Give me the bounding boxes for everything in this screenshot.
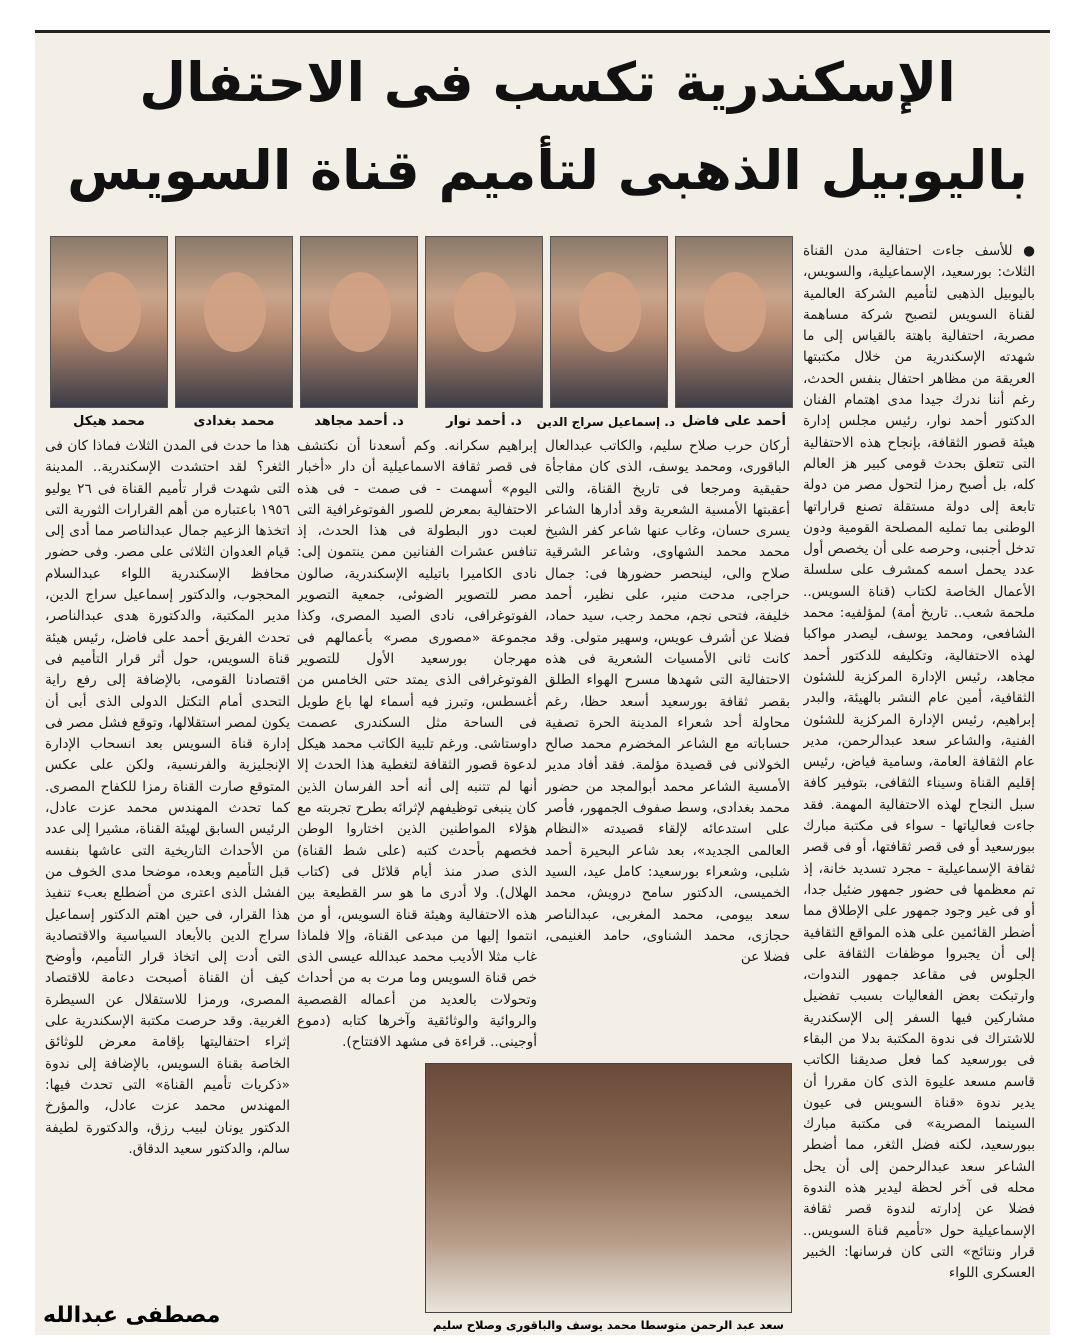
headline-line-1: الإسكندرية تكسب فى الاحتفال [139, 51, 956, 114]
portrait-photo [425, 236, 543, 408]
seminar-photo [425, 1063, 792, 1313]
portrait-photo [550, 236, 668, 408]
photo-caption: د. إسماعيل سراج الدين [536, 415, 675, 429]
seminar-photo-caption: سعد عبد الرحمن متوسطا محمد يوسف والباقورى وصلاح سليم [433, 1318, 784, 1332]
article-column-1: أركان حرب صلاح سليم، والكاتب عبدالعال الباقورى، ومحمد يوسف، الذى كان مفاجأة حقيقية ومرجعا فى تاريخ القناة، والتى أعقبتها الأمسية الشعرية وقد أدارها الشاعر يسرى حسان، وغاب عنها شاعر كفر الشيخ محمد محمد الشهاوى، وشاعر الشرقية صلاح والى، لينحصر حضورها فى: جمال حراجى، مدحت منير، على نظير، أحمد خليفة، فتحى نجم، محمد رجب، سيد حماد، فضلا عن أشرف عويس، وسهير متولى. وقد كانت ثانى الأمسيات الشعرية فى هذه الاحتفالية التى شهدها مسرح الهواء الطلق بقصر ثقافة بورسعيد أسعد حظا، رغم محاولة أحد شعراء المدينة الحرة تصفية حساباته مع الشاعر المخضرم محمد صالح الخولانى فى قصيدة مؤلمة. فقد أفاد مدير الأمسية الشاعر محمد أبوالمجد من حضور محمد بغدادى، وسط صفوف الجمهور، فأصر على استدعائه لإلقاء قصيدته «النظام العالمى الجديد»، بعد شاعر البحيرة أحمد شلبى، وشعراء بورسعيد: كامل عيد، السيد الخميسى، الدكتور سامح درويش، محمد سعد بيومى، محمد المغربى، عبدالناصر حجازى، محمد الشناوى، حامد الغنيمى، فضلا عن [545, 438, 790, 966]
article-column-2-text: إبراهيم سكرانه. وكم أسعدنا أن نكتشف فى قصر ثقافة الاسماعيلية أن دار «أخبار اليوم» أسهمت - فى صمت - فى هذه الاحتفالية بمعرض للصور الفوتوغرافية التى لعبت دور البطولة فى هذا الحدث، إذ تنافس عشرات الفنانين ممن ينتمون إلى: نادى الكاميرا باتيليه الإسكندرية، صالون مصر للتصوير الضوئى، جمعية التصوير الفوتوغرافى، نادى الصيد المصرى، وكذا مجموعة «مصورى مصر» بأعمالهم فى مهرجان بورسعيد الأول للتصوير الفوتوغرافى الذى يمتد حتى الخامس من أغسطس، وتبرز فيه أسماء لها باع طويل فى الساحة مثل السكندرى عصمت داوستاشى. ورغم تلبية الكاتب محمد هيكل لدعوة قصور الثقافة لتغطية هذا الحدث إلا أنها لم تتنبه إلى أنه أحد الفرسان الذين كان ينبغى توظيفهم لإثرائه بطرح تجربته مع هؤلاء المواطنين الذين اختاروا الوطن فخصهم بأحدث كتبه (على شط القناة) الذى صدر منذ أيام قلائل فى (كتاب الهلال). ولا أدرى ما هو سر القطيعة بين هذه الاحتفالية وهيئة قناة السويس، أو من انتموا إليها من مبدعى القناة، وإلا فلماذا غاب مثلا الأديب محمد عبدالله عيسى الذى خص قناة السويس وما مرت به من أحداث وتحولات بالعديد من أعماله القصصية والروائية والوثائقية وآخرها كتابه (دموع أوجينى.. قراءة فى مشهد الافتتاح). [297, 438, 537, 1051]
photo-caption: د. أحمد نوار [446, 414, 522, 429]
newspaper-clipping [35, 30, 1050, 1335]
article-column-right: ● للأسف جاءت احتفالية مدن القناة الثلاث: بورسعيد، الإسماعيلية، والسويس، باليوبيل الذهبى لتأميم الشركة العالمية لقناة السويس لتصبح شركة مساهمة مصرية، احتفالية باهتة بالقياس إلى ما شهدته الإسكندرية من خلال مكتبتها العريقة من مظاهر احتفال بنفس الحدث، رغم أننا ندرك جيدا مدى اهتمام الفنان الدكتور أحمد نوار، رئيس مجلس إدارة هيئة قصور الثقافة، بإنجاح هذه الاحتفالية التى تتعلق بحدث قومى كبير هز العالم كله، بل أصبح رمزا لتحول مصر من دولة تابعة إلى دولة مستقلة تصنع قراراتها الوطنى بما تمليه المصلحة القومية ودون تدخل أجنبى، وحرصه على أن يخصص أول عدد يحمل اسمه كمشرف على سلسلة الأعمال الخاصة لكتاب (قناة السويس.. ملحمة شعب.. تاريخ أمة) لمؤلفيه: محمد الشافعى، ومحمد يوسف، ليصدر مواكبا لهذه الاحتفالية، وتكليفه للدكتور أحمد مجاهد، رئيس الإدارة المركزية للشئون الثقافية، أمين عام النشر بالهيئة، والبدر إبراهيم، رئيس الإدارة المركزية للشئون الفنية، والشاعر سعد عبدالرحمن، مدير عام الثقافة العامة، وسامية فياض، رئيس إقليم القناة وسيناء الثقافى، بتوفير كافة سبل النجاح لهذه الاحتفالية المهمة. فقد جاءت فعالياتها - سواء فى مكتبة مبارك ببورسعيد أو فى قصر ثقافتها، أو فى قصر ثقافة الإسماعيلية - مجرد تسديد خانة، إذ تم معظمها فى حضور جمهور ضئيل جدا، أو فى غير وجود جمهور على الإطلاق مما أضطر القائمين على هذه المواقع الثقافية إلى أن يجبروا موظفات الثقافة على الجلوس فى مقاعد جمهور الندوات، وارتبكت بعض الفعاليات بسبب تفضيل مشاركين فيها السفر إلى الإسكندرية للاشتراك فى ندوة المكتبة بدلا من البقاء فى بورسعيد كما فعل صديقنا الكاتب قاسم مسعد عليوة الذى كان مقررا أن يدير ندوة «قناة السويس فى عيون السينما المصرية» فى مكتبة مبارك ببورسعيد، لكنه فضل الثغر، مما أضطر الشاعر سعد عبدالرحمن إلى أن يحل محله فى آخر لحظة ليدير هذه الندوة فضلا عن إدارته لندوة قصر ثقافة الإسماعيلية حول «تأميم قناة السويس.. قرار ونتائج» التى كان فرسانها: الخبير العسكرى اللواء [803, 243, 1035, 1282]
portrait-photo [300, 236, 418, 408]
photo-caption: محمد هيكل [73, 414, 145, 429]
portrait-photo [50, 236, 168, 408]
photo-caption: د. أحمد مجاهد [314, 414, 404, 429]
portrait-photo [175, 236, 293, 408]
portrait-photo [675, 236, 793, 408]
photo-caption: أحمد على فاضل [682, 414, 786, 429]
headline-line-2: باليوبيل الذهبى لتأميم قناة السويس [67, 139, 1028, 202]
article-column-3: هذا ما حدث فى المدن الثلاث فماذا كان فى الثغر؟ لقد احتشدت الإسكندرية.. المدينة التى شهدت قرار تأميم القناة فى ٢٦ يوليو ١٩٥٦ باعتباره من أهم القرارات الثورية التى اتخذها الزعيم جمال عبدالناصر مما أدى إلى قيام العدوان الثلاثى على مصر. وفى حضور محافظ الإسكندرية اللواء عبدالسلام المحجوب، والدكتور إسماعيل سراج الدين، مدير المكتبة، والدكتورة هدى عبدالناصر، تحدث الفريق أحمد على فاضل، رئيس هيئة قناة السويس، حول أثر قرار التأميم فى اقتصادنا القومى، بالإضافة إلى رفع راية التحدى أمام التكتل الدولى الذى أبى أن يكون لمصر استقلالها، وتوقع فشل مصر فى إدارة قناة السويس بعد انسحاب الإدارة الإنجليزية والفرنسية، ولكن على عكس المتوقع صارت القناة رمزا للكفاح المصرى. كما تحدث المهندس محمد عزت عادل، الرئيس السابق لهيئة القناة، مشيرا إلى عدد من الأحداث التاريخية التى عاشها بنفسه قبل التأميم وبعده، موضحا مدى الخوف من الفشل الذى اعترى من أضطلع بعبء تنفيذ هذا القرار، فى حين اهتم الدكتور إسماعيل سراج الدين بالأبعاد السياسية والاقتصادية التى أدت إلى اتخاذ قرار التأميم، وأوضح كيف أن القناة أصبحت دعامة للاقتصاد المصرى، ورمزا للاستقلال عن السيطرة الغربية. وقد حرصت مكتبة الإسكندرية على إثراء احتفاليتها بإقامة معرض للوثائق الخاصة بقناة السويس، بالإضافة إلى ندوة «ذكريات تأميم القناة» التى تحدث فيها: المهندس محمد عزت عادل، والمؤرخ الدكتور يونان لبيب رزق، والدكتورة لطيفة سالم، والدكتور سعيد الدقاق. [45, 438, 290, 1157]
author-byline: مصطفى عبدالله [43, 1303, 221, 1328]
photo-caption: محمد بغدادى [193, 414, 275, 429]
